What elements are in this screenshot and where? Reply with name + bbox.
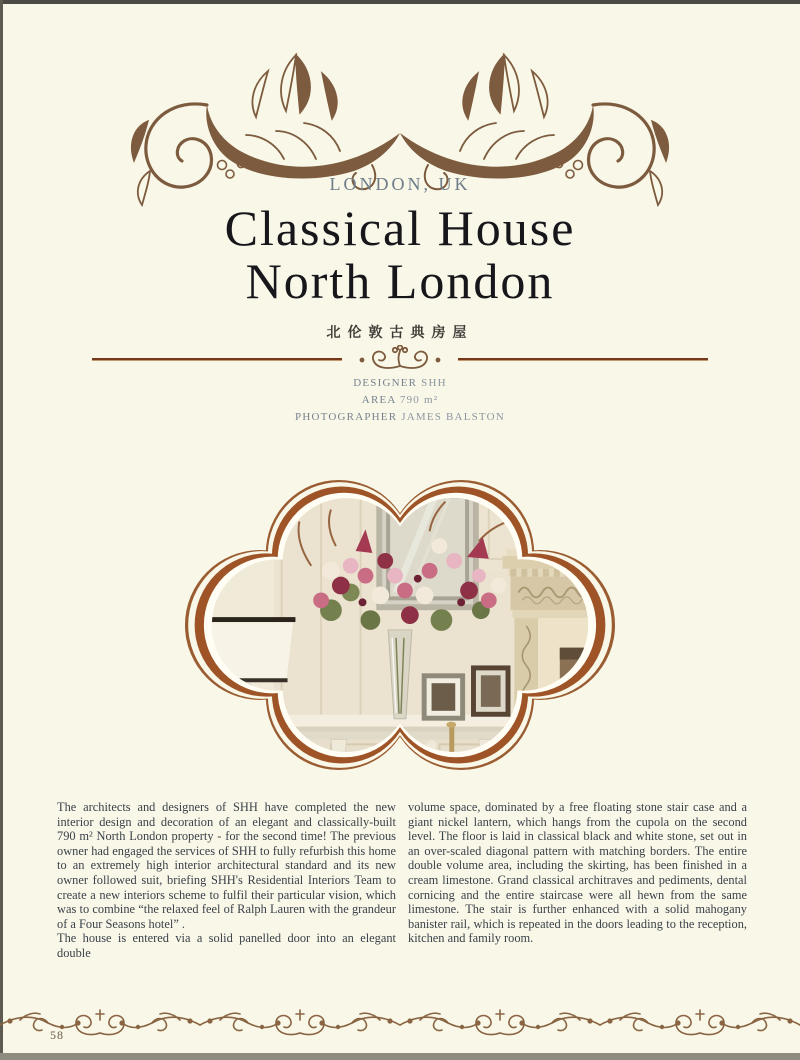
paragraph: volume space, dominated by a free floating stone stair case and a giant nickel lantern, which hangs from the cupola on the second level. The floor is laid in classical black and white stone, set out in an over-scaled diagonal pattern with matching borders. The entire double volume area, including the skirting, has been finished in a cream limestone. Grand classical architraves and pediments, dental cornicing and the entire staircase were all hewn from the same limestone. The stair is further enhanced with a solid mahogany banister rail, which is repeated in the doors leading to the reception, kitchen and family room. xyxy=(408,800,747,946)
scroll-border-icon xyxy=(400,1006,600,1042)
scroll-crown-icon xyxy=(348,345,452,373)
section-divider xyxy=(92,344,708,374)
area-value: 790 m² xyxy=(399,394,439,406)
article-column-left xyxy=(57,800,396,961)
scroll-border-icon xyxy=(200,1006,400,1042)
designer-label: DESIGNER xyxy=(353,377,418,389)
paragraph: The architects and designers of SHH have completed the new interior design and decoration of an elegant and classically-built 790 m² North London property - for the second time! The previous owner had engaged the services of SHH to fully refurbish this home to an extremely high interior architectural standard and its new owner followed suit, briefing SHH's Residential Interiors Team to create a new interiors scheme to fulfil their particular vision, which was to combine “the relaxed feel of Ralph Lauren with the grandeur of a Four Seasons hotel” . xyxy=(57,800,396,931)
page-bottom-edge xyxy=(0,1053,800,1060)
article-body xyxy=(57,800,747,961)
photographer-value: JAMES BALSTON xyxy=(401,411,505,423)
page-title xyxy=(0,202,800,308)
location-label: LONDON, UK xyxy=(329,174,471,194)
interior-photo-plaque xyxy=(183,472,617,778)
scroll-border-icon xyxy=(0,1006,200,1042)
page-top-edge xyxy=(0,0,800,4)
title-line-1: Classical House xyxy=(224,200,576,256)
designer-value: SHH xyxy=(421,377,447,389)
area-label: AREA xyxy=(361,394,396,406)
scroll-border-icon xyxy=(600,1006,800,1042)
divider-rule-right xyxy=(458,358,708,361)
article-column-right xyxy=(408,800,747,961)
meta-designer xyxy=(0,375,800,392)
meta-area xyxy=(0,392,800,409)
title-line-2: North London xyxy=(245,253,555,309)
chinese-subtitle: 北伦敦古典房屋 xyxy=(326,325,474,341)
meta-photographer xyxy=(0,409,800,426)
page-left-edge xyxy=(0,0,3,1060)
paragraph: The house is entered via a solid panelled door into an elegant double xyxy=(57,931,396,960)
footer-scroll-border xyxy=(0,1006,800,1046)
page-number: 58 xyxy=(50,1028,64,1042)
project-meta xyxy=(0,375,800,426)
divider-rule-left xyxy=(92,358,342,361)
photographer-label: PHOTOGRAPHER xyxy=(295,411,398,423)
